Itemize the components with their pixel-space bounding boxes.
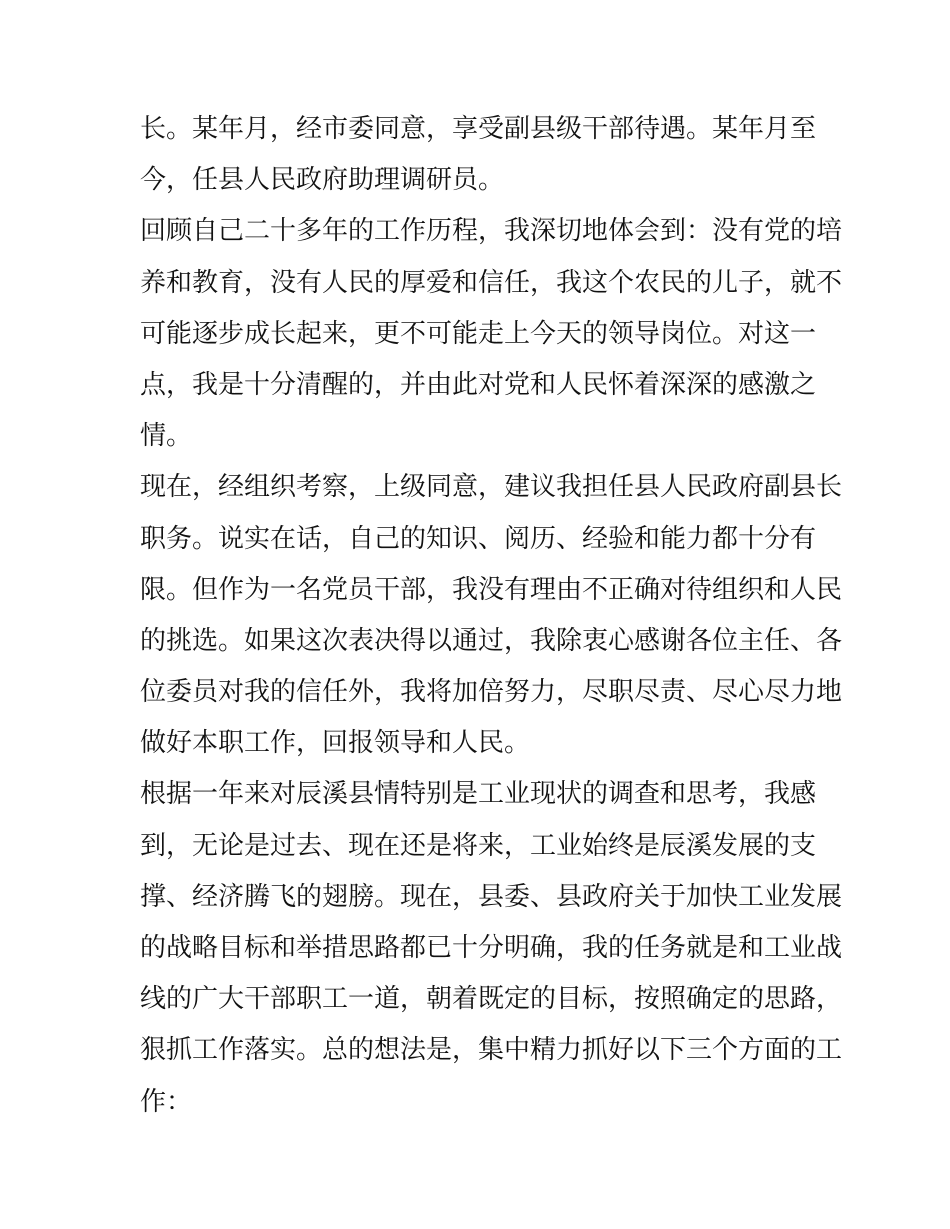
text-line: 限。但作为一名党员干部，我没有理由不正确对待组织和人民 — [140, 574, 843, 605]
text-line: 位委员对我的信任外，我将加倍努力，尽职尽责、尽心尽力地 — [140, 677, 843, 708]
text-line: 作： — [140, 1086, 193, 1117]
text-line: 今，任县人民政府助理调研员。 — [140, 165, 505, 196]
text-line: 养和教育，没有人民的厚爱和信任，我这个农民的儿子，就不 — [140, 267, 843, 298]
text-line: 的战略目标和举措思路都已十分明确，我的任务就是和工业战 — [140, 933, 843, 963]
text-line: 到，无论是过去、现在还是将来，工业始终是辰溪发展的支 — [140, 830, 817, 861]
text-line: 根据一年来对辰溪县情特别是工业现状的调查和思考，我感 — [140, 779, 817, 810]
text-line: 可能逐步成长起来，更不可能走上今天的领导岗位。对这一 — [140, 318, 817, 349]
body-text — [140, 104, 843, 1128]
text-line: 点，我是十分清醒的，并由此对党和人民怀着深深的感激之 — [140, 369, 817, 400]
text-line: 狠抓工作落实。总的想法是，集中精力抓好以下三个方面的工 — [140, 1035, 843, 1066]
text-line: 撑、经济腾飞的翅膀。现在，县委、县政府关于加快工业发展 — [140, 881, 843, 912]
text-line: 的挑选。如果这次表决得以通过，我除衷心感谢各位主任、各 — [140, 625, 843, 656]
text-line: 做好本职工作，回报领导和人民。 — [140, 728, 531, 759]
text-line: 情。 — [140, 421, 193, 452]
text-line: 职务。说实在话，自己的知识、阅历、经验和能力都十分有 — [140, 523, 817, 554]
text-line: 长。某年月，经市委同意，享受副县级干部待遇。某年月至 — [140, 114, 817, 144]
text-line: 回顾自己二十多年的工作历程，我深切地体会到：没有党的培 — [140, 216, 843, 247]
text-line: 现在，经组织考察，上级同意，建议我担任县人民政府副县长 — [140, 472, 843, 503]
text-line: 线的广大干部职工一道，朝着既定的目标，按照确定的思路， — [140, 984, 843, 1015]
